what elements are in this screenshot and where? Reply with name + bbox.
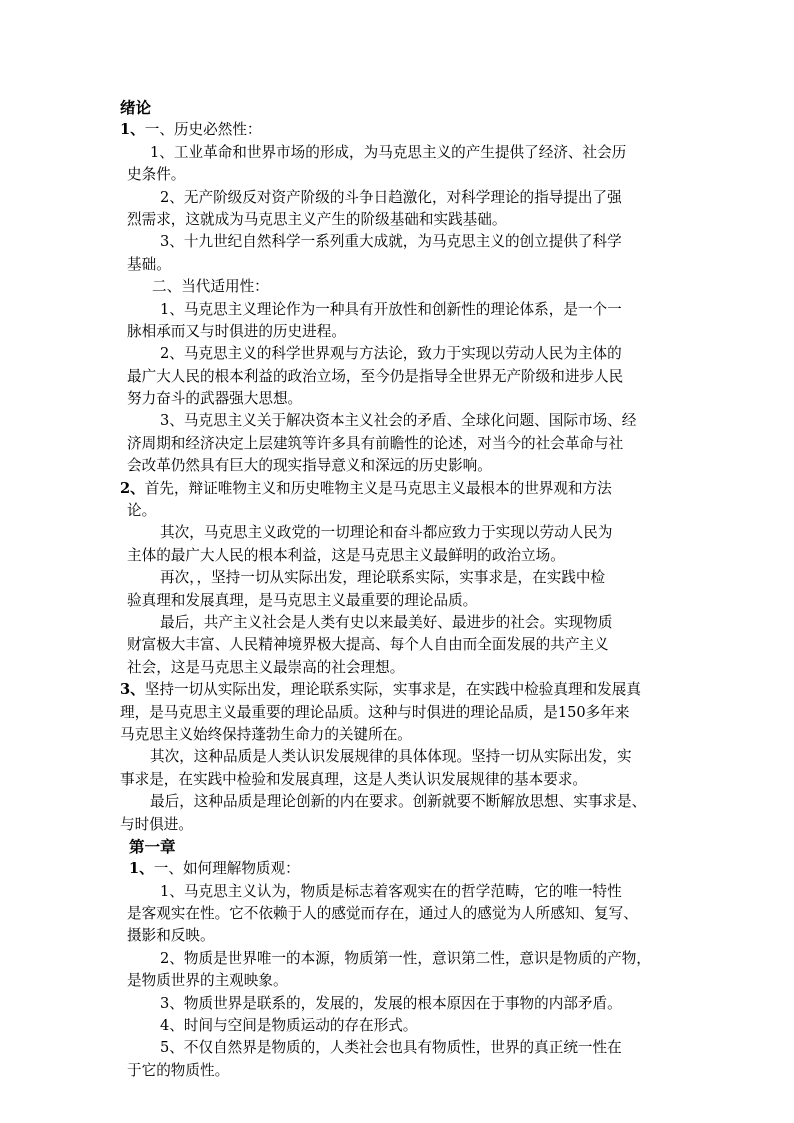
list-item	[0, 478, 794, 500]
paragraph-line: 摄影和反映。	[127, 927, 215, 945]
paragraph-line: 济周期和经济决定上层建筑等许多具有前瞻性的论述，对当今的社会革命与社	[127, 434, 624, 452]
paragraph-line: 首先，辩证唯物主义和历史唯物主义是马克思主义最根本的世界观和方法	[144, 479, 612, 497]
paragraph-line: 3、物质世界是联系的，发展的，发展的根本原因在于事物的内部矛盾。	[160, 994, 622, 1012]
paragraph-line: 最后，这种品质是理论创新的内在要求。创新就要不断解放思想、实事求是、	[150, 793, 647, 811]
paragraph-line: 其次，马克思主义政党的一切理论和奋斗都应致力于实现以劳动人民为	[160, 524, 613, 542]
paragraph-line: 会改革仍然具有巨大的现实指导意义和深远的历史影响。	[127, 457, 492, 475]
paragraph-line: 坚持一切从实际出发，理论联系实际，实事求是，在实践中检验真理和发展真	[144, 681, 641, 699]
list-item	[0, 858, 794, 880]
paragraph-line: 论。	[127, 502, 157, 520]
paragraph-line: 主体的最广大人民的根本利益，这是马克思主义最鲜明的政治立场。	[127, 546, 565, 564]
paragraph-line: 史条件。	[127, 166, 186, 184]
paragraph-line: 基础。	[127, 255, 171, 273]
paragraph-line: 3、十九世纪自然科学一系列重大成就，为马克思主义的创立提供了科学	[160, 233, 622, 251]
paragraph-line: 其次，这种品质是人类认识发展规律的具体体现。坚持一切从实际出发，实	[150, 748, 632, 766]
paragraph-line: 5、不仅自然界是物质的，人类社会也具有物质性，世界的真正统一性在	[160, 1039, 622, 1057]
item-number: 1、	[120, 121, 145, 139]
paragraph-line: 于它的物质性。	[127, 1061, 230, 1079]
paragraph-line: 3、马克思主义关于解决资本主义社会的矛盾、全球化问题、国际市场、经	[160, 412, 637, 430]
paragraph-line: 最广大人民的根本利益的政治立场，至今仍是指导全世界无产阶级和进步人民	[127, 367, 624, 385]
paragraph-line: 烈需求，这就成为马克思主义产生的阶级基础和实践基础。	[127, 210, 507, 228]
paragraph-line: 1、马克思主义理论作为一种具有开放性和创新性的理论体系，是一个一	[160, 300, 622, 318]
paragraph-line: 1、马克思主义认为，物质是标志着客观实在的哲学范畴，它的唯一特性	[160, 882, 622, 900]
paragraph-line: 是客观实在性。它不依赖于人的感觉而存在，通过人的感觉为人所感知、复写、	[127, 905, 638, 923]
paragraph-line: 2、无产阶级反对资产阶级的斗争日趋激化，对科学理论的指导提出了强	[160, 188, 622, 206]
section-title-intro: 绪论	[120, 99, 152, 117]
list-item	[0, 119, 794, 141]
paragraph-line: 努力奋斗的武器强大思想。	[127, 390, 303, 408]
item-number: 1、	[129, 860, 154, 878]
paragraph-line: 最后，共产主义社会是人类有史以来最美好、最进步的社会。实现物质	[160, 613, 613, 631]
subheading: 二、当代适用性：	[152, 278, 269, 296]
paragraph-line: 与时俱进。	[120, 815, 193, 833]
item-number: 2、	[120, 479, 145, 497]
paragraph-line: 验真理和发展真理，是马克思主义最重要的理论品质。	[127, 591, 478, 609]
paragraph-line: 再次，，坚持一切从实际出发，理论联系实际，实事求是，在实践中检	[160, 569, 606, 587]
document-body	[0, 97, 794, 1082]
paragraph-line: 4、时间与空间是物质运动的存在形式。	[160, 1017, 418, 1035]
paragraph-line: 社会，这是马克思主义最崇高的社会理想。	[127, 658, 405, 676]
paragraph-line: 事求是，在实践中检验和发展真理，这是人类认识发展规律的基本要求。	[120, 770, 588, 788]
paragraph-line: 是物质世界的主观映象。	[127, 972, 288, 990]
list-item	[0, 679, 794, 701]
paragraph-line: 2、物质是世界唯一的本源，物质第一性，意识第二性，意识是物质的产物，	[160, 949, 651, 967]
chapter-title: 第一章	[129, 837, 176, 856]
item-number: 3、	[120, 681, 145, 699]
subheading: 一、如何理解物质观：	[153, 860, 300, 878]
paragraph-line: 脉相承而又与时俱进的历史进程。	[127, 322, 346, 340]
paragraph-line: 财富极大丰富、人民精神境界极大提高、每个人自由而全面发展的共产主义	[127, 636, 609, 654]
subheading: 一、历史必然性：	[144, 121, 262, 139]
paragraph-line: 2、马克思主义的科学世界观与方法论，致力于实现以劳动人民为主体的	[160, 345, 622, 363]
paragraph-line: 1、工业革命和世界市场的形成，为马克思主义的产生提供了经济、社会历	[150, 143, 627, 161]
paragraph-line: 理，是马克思主义最重要的理论品质。这种与时俱进的理论品质，是150多年来	[120, 703, 630, 721]
paragraph-line: 马克思主义始终保持蓬勃生命力的关键所在。	[120, 725, 412, 743]
